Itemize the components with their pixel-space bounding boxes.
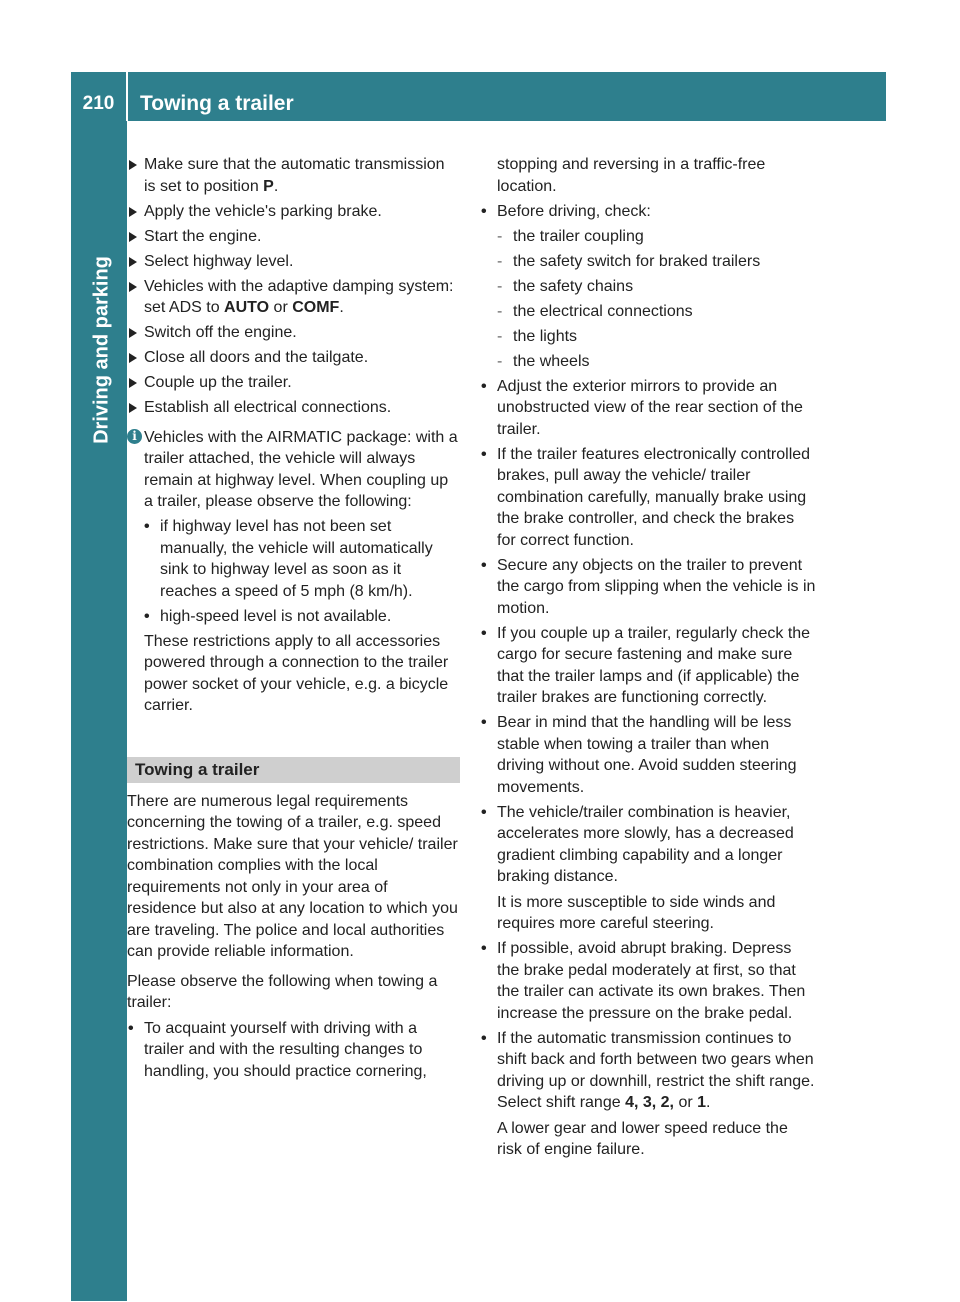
- dash-icon: -: [497, 252, 503, 270]
- arrow-right-icon: [129, 378, 137, 388]
- dash-icon: -: [497, 327, 503, 345]
- step-item: Start the engine.: [127, 226, 460, 248]
- arrow-right-icon: [129, 353, 137, 363]
- bullet-icon: •: [481, 377, 487, 395]
- list-item: • If the automatic transmission continues to shift back and forth between two gears when driving up or downhill, restrict the shift range. Select shift range 4, 3, 2, or 1.: [481, 1029, 815, 1111]
- bullet-icon: •: [481, 445, 487, 463]
- bullet-icon: •: [481, 940, 487, 957]
- check-item: - the electrical connections: [480, 301, 816, 323]
- info-icon: i: [127, 429, 142, 444]
- step-item: Make sure that the automatic transmission is set to position P.: [127, 154, 460, 197]
- bullet-icon: •: [144, 607, 150, 625]
- page-title: Towing a trailer: [140, 92, 294, 115]
- list-item-extra: It is more susceptible to side winds and requires more careful steering.: [497, 893, 776, 932]
- right-column: [480, 154, 816, 1164]
- paragraph: Please observe the following when towing a trailer:: [127, 972, 438, 1011]
- step-item: Close all doors and the tailgate.: [127, 347, 460, 369]
- bullet-icon: •: [481, 714, 487, 731]
- page-number: 210: [82, 93, 115, 114]
- step-item: Couple up the trailer.: [127, 372, 460, 394]
- note-intro: Vehicles with the AIRMATIC package: with a trailer attached, the vehicle will always remain at highway level. When coupling up a trailer, please observe the following:: [144, 428, 458, 510]
- check-item: - the safety switch for braked trailers: [480, 251, 816, 273]
- list-item-continuation: stopping and reversing in a traffic-free location.: [497, 156, 766, 195]
- chapter-marker: [71, 1245, 127, 1301]
- check-item: - the trailer coupling: [480, 226, 816, 248]
- arrow-right-icon: [129, 207, 137, 217]
- arrow-right-icon: [129, 282, 137, 292]
- dash-icon: -: [497, 277, 503, 295]
- arrow-right-icon: [129, 160, 137, 170]
- step-item: Vehicles with the adaptive damping system: set ADS to AUTO or COMF.: [127, 276, 460, 319]
- arrow-right-icon: [129, 232, 137, 242]
- bullet-icon: •: [481, 803, 487, 821]
- dash-icon: -: [497, 302, 503, 320]
- bullet-icon: •: [128, 1019, 134, 1037]
- note-outro: These restrictions apply to all accessories powered through a connection to the trailer power socket of your vehicle, e.g. a bicycle carrier.: [144, 632, 449, 714]
- list-item: • Adjust the exterior mirrors to provide an unobstructed view of the rear section of the trailer.: [481, 377, 803, 438]
- bullet-icon: •: [144, 518, 150, 535]
- paragraph: There are numerous legal requirements concerning the towing of a trailer, e.g. speed restrictions. Make sure that your vehicle/ trailer combination complies with the local requirements not only in your area of residence but also at any location to which you are traveling. The police and local authorities can provide reliable information.: [127, 792, 458, 960]
- chapter-label: Driving and parking: [90, 256, 113, 444]
- list-item: • high-speed level is not available.: [144, 606, 460, 628]
- list-item: • if highway level has not been set manually, the vehicle will automatically sink to highway level as soon as it reaches a speed of 5 mph (8 km/h).: [144, 518, 433, 600]
- list-item: • If you couple up a trailer, regularly check the cargo for secure fastening and make sure that the trailer lamps and (if applicable) the trailer brakes are functioning correctly.: [481, 624, 811, 706]
- step-item: Establish all electrical connections.: [127, 397, 460, 419]
- header-divider: [126, 72, 128, 121]
- left-column: [127, 154, 460, 1086]
- list-item-extra: A lower gear and lower speed reduce the risk of engine failure.: [497, 1119, 788, 1158]
- bullet-icon: •: [481, 1029, 487, 1047]
- dash-icon: -: [497, 227, 503, 245]
- arrow-right-icon: [129, 403, 137, 413]
- bullet-icon: •: [481, 624, 487, 642]
- info-note: [127, 427, 460, 717]
- check-item: - the wheels: [480, 351, 816, 373]
- page-header: [71, 72, 886, 121]
- list-item: • If the trailer features electronically controlled brakes, pull away the vehicle/ trailer combination carefully, manually brake using the brake controller, and check the brakes for correct function.: [481, 445, 811, 549]
- list-item: • Bear in mind that the handling will be less stable when towing a trailer than when driving without one. Avoid sudden steering movements.: [481, 714, 797, 796]
- dash-icon: -: [497, 352, 503, 370]
- list-item: • If possible, avoid abrupt braking. Depress the brake pedal moderately at first, so that the trailer can activate its own brakes. Then increase the pressure on the brake pedal.: [481, 940, 806, 1022]
- check-item: - the safety chains: [480, 276, 816, 298]
- arrow-right-icon: [129, 257, 137, 267]
- section-heading: Towing a trailer: [127, 757, 460, 783]
- check-item: - the lights: [480, 326, 816, 348]
- arrow-right-icon: [129, 328, 137, 338]
- bullet-icon: •: [481, 556, 487, 574]
- bullet-icon: •: [481, 202, 487, 220]
- list-item: • To acquaint yourself with driving with a trailer and with the resulting changes to handling, you should practice cornering,: [128, 1019, 427, 1080]
- list-item: • Before driving, check:: [480, 201, 816, 223]
- step-item: Select highway level.: [127, 251, 460, 273]
- list-item: • The vehicle/trailer combination is heavier, accelerates more slowly, has a decreased gradient climbing capability and a longer braking distance.: [481, 803, 794, 885]
- step-item: Apply the vehicle's parking brake.: [127, 201, 460, 223]
- list-item: • Secure any objects on the trailer to prevent the cargo from slipping when the vehicle is in motion.: [481, 556, 816, 617]
- step-item: Switch off the engine.: [127, 322, 460, 344]
